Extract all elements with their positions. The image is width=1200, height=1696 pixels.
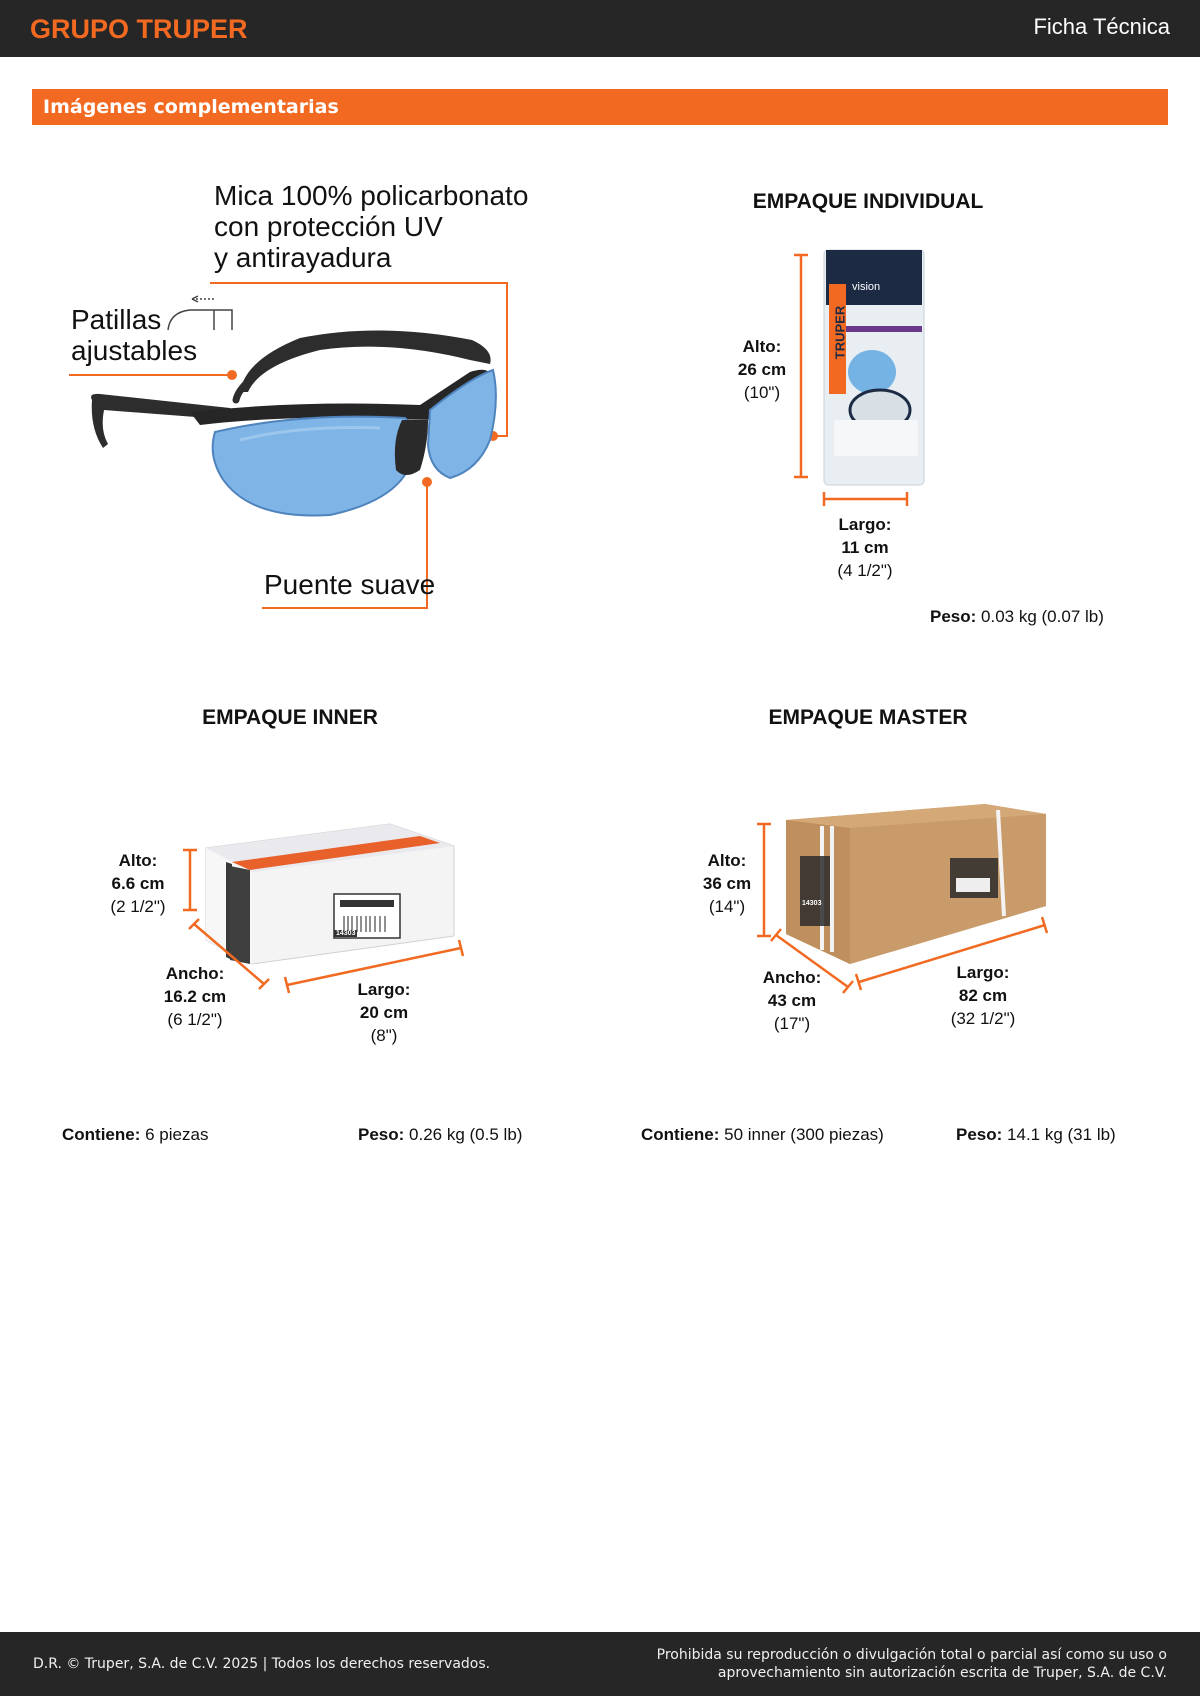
brand-logo: GRUPO TRUPER [30,14,248,44]
master-weight-label: Peso: [956,1125,1003,1144]
master-title: EMPAQUE MASTER [768,706,968,729]
master-contents [641,1125,884,1145]
master-contents-label: Contiene: [641,1125,720,1144]
individual-alto-label: Alto: [742,337,782,356]
footer [0,1632,1200,1696]
individual-weight-label: Peso: [930,607,977,626]
master-ancho [742,966,842,1035]
section-title: Imágenes complementarias [43,96,339,118]
master-largo [933,961,1033,1030]
master-weight-value: 14.1 kg (31 lb) [1007,1125,1116,1144]
master-ancho-inch: (17") [773,1014,811,1033]
master-alto-value: 36 cm [702,874,752,893]
callout-lens-line1: Mica 100% policarbonato [214,180,529,211]
individual-title: EMPAQUE INDIVIDUAL [752,190,984,213]
inner-alto-label: Alto: [118,851,158,870]
individual-largo-label: Largo: [838,515,892,534]
callout-temples-line1: Patillas [71,304,162,335]
footer-notice-line1: Prohibida su reproducción o divulgación total o parcial así como su uso o [656,1647,1167,1663]
master-contents-value: 50 inner (300 piezas) [724,1125,884,1144]
individual-package-brand: TRUPER [832,305,848,360]
footer-notice [657,1646,1167,1682]
master-largo-inch: (32 1/2") [950,1009,1016,1028]
master-alto-label: Alto: [707,851,747,870]
master-ancho-label: Ancho: [762,968,822,987]
inner-title: EMPAQUE INNER [202,706,378,729]
master-alto [677,849,777,918]
inner-weight-label: Peso: [358,1125,405,1144]
inner-box-code: 14303 [336,930,356,937]
master-ancho-value: 43 cm [767,991,817,1010]
footer-copyright: D.R. © Truper, S.A. de C.V. 2025 | Todos los derechos reservados. [33,1656,491,1672]
inner-alto-inch: (2 1/2") [110,897,166,916]
inner-largo-label: Largo: [357,980,411,999]
callout-lens-line3: y antirayadura [214,242,392,273]
inner-alto-value: 6.6 cm [111,874,165,893]
inner-contents-label: Contiene: [62,1125,141,1144]
master-box-code: 14303 [802,900,822,907]
individual-alto-inch: (10") [743,383,781,402]
individual-largo-value: 11 cm [841,538,889,557]
inner-largo-inch: (8") [370,1026,398,1045]
master-weight [956,1125,1116,1145]
master-largo-value: 82 cm [958,986,1008,1005]
inner-ancho-value: 16.2 cm [163,987,227,1006]
inner-largo-value: 20 cm [359,1003,409,1022]
footer-notice-line2: aprovechamiento sin autorización escrita de Truper, S.A. de C.V. [717,1665,1167,1681]
inner-ancho-label: Ancho: [165,964,225,983]
callout-bridge: Puente suave [264,569,436,600]
individual-largo-inch: (4 1/2") [837,561,893,580]
individual-package-line: vision [852,281,881,293]
individual-weight-value: 0.03 kg (0.07 lb) [981,607,1104,626]
inner-weight-value: 0.26 kg (0.5 lb) [409,1125,523,1144]
master-largo-label: Largo: [956,963,1010,982]
individual-alto-value: 26 cm [737,360,787,379]
document-type: Ficha Técnica [1033,14,1170,39]
inner-ancho-inch: (6 1/2") [167,1010,223,1029]
inner-contents-value: 6 piezas [145,1125,209,1144]
callout-temples-line2: ajustables [71,335,198,366]
master-alto-inch: (14") [708,897,746,916]
callout-lens-line2: con protección UV [214,211,443,242]
